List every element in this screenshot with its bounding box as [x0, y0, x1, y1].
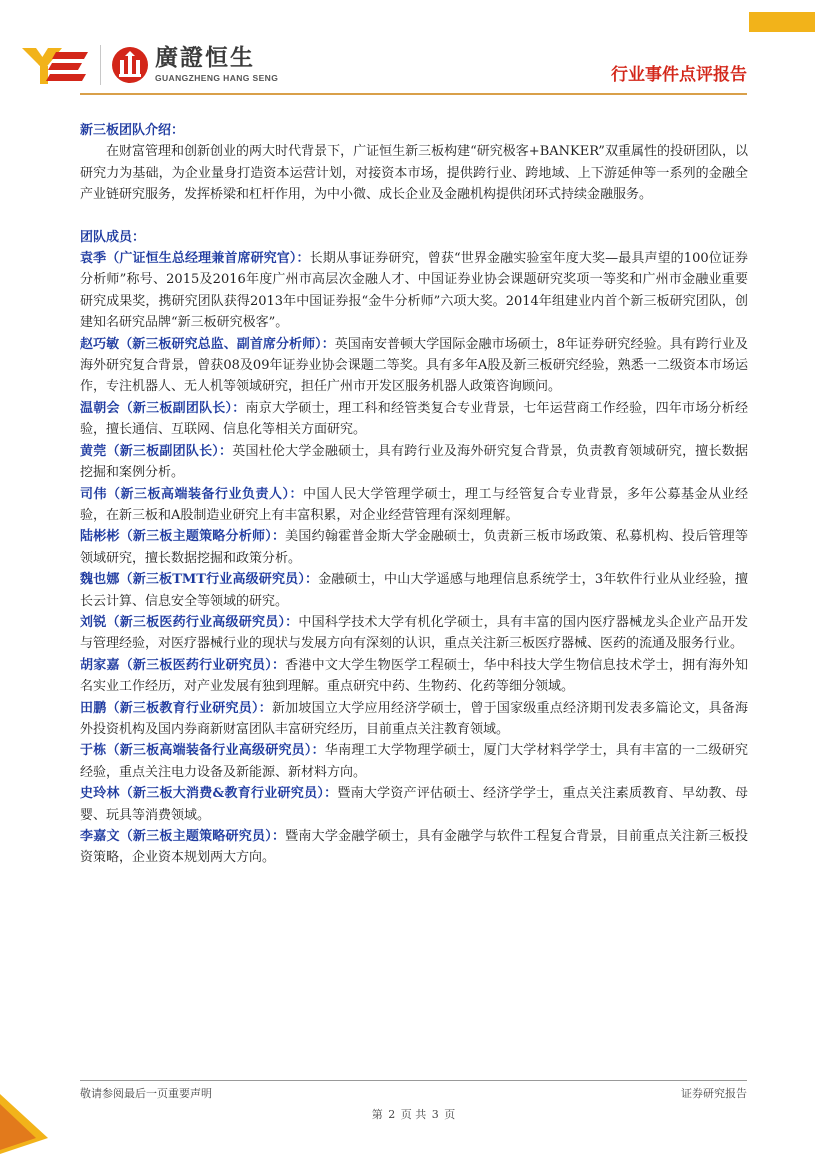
member-description: 金融硕士，中山大学遥感与地理信息系统学士，3年软件行业从业经验，擅长云计算、信息安全等领域的研究。	[80, 572, 748, 609]
brand-name-en: GUANGZHENG HANG SENG	[155, 73, 279, 84]
corner-triangle-icon	[0, 1094, 48, 1154]
member-name: 司伟（新三板高端装备行业负责人）：	[80, 486, 303, 502]
brand-text	[155, 47, 278, 83]
ye-logo-icon	[22, 44, 92, 86]
member-entry	[80, 569, 748, 612]
page-number	[0, 1106, 827, 1122]
member-name: 于栋（新三板高端装备行业高级研究员）：	[80, 743, 325, 759]
member-entry	[80, 334, 748, 398]
main-content	[80, 120, 748, 869]
page-mid: 页 共	[400, 1108, 427, 1121]
guangzheng-emblem-icon	[111, 46, 149, 84]
brand-logo	[22, 44, 278, 86]
member-description: 英国南安普顿大学国际金融市场硕士，8年证券研究经验。具有跨行业及海外研究复合背景，曾获08及09年证券业协会课题二等奖。具有多年A股及新三板研究经验，熟悉一二级资本市场运作，专注机器人、无人机等领域研究，担任广州市开发区服务机器人政策咨询顾问。	[80, 336, 748, 395]
brand-name-cn: 廣證恒生	[155, 45, 255, 72]
member-entry	[80, 441, 748, 484]
member-name: 袁季（广证恒生总经理兼首席研究官）：	[80, 251, 310, 267]
member-entry	[80, 398, 748, 441]
member-name: 黄莞（新三板副团队长）：	[80, 443, 233, 459]
member-description: 英国杜伦大学金融硕士，具有跨行业及海外研究复合背景，负责教育领域研究，擅长数据挖掘和案例分析。	[80, 443, 748, 481]
member-description: 香港中文大学生物医学工程硕士，华中科技大学生物信息技术学士，拥有海外知名实业工作经历，对产业发展有独到理解。重点研究中药、生物药、化药等细分领域。	[80, 657, 748, 695]
page-suffix: 页	[444, 1108, 456, 1121]
member-entry	[80, 783, 748, 826]
member-entry	[80, 655, 748, 698]
member-description: 中国科学技术大学有机化学硕士，具有丰富的国内医疗器械龙头企业产品开发与管理经验，对医疗器械行业的现状与发展方向有深刻的认识，重点关注新三板医疗器械、医药的流通及服务行业。	[80, 614, 748, 652]
member-description: 华南理工大学物理学硕士，厦门大学材料学学士，具有丰富的一二级研究经验，重点关注电力设备及新能源、新材料方向。	[80, 743, 748, 780]
member-description: 美国约翰霍普金斯大学金融硕士，负责新三板市场政策、私募机构、投后管理等领域研究，擅长数据挖掘和政策分析。	[80, 529, 748, 566]
member-entry	[80, 826, 748, 869]
member-entry	[80, 740, 748, 783]
footer-disclaimer: 敬请参阅最后一页重要声明	[80, 1087, 212, 1100]
member-name: 陆彬彬（新三板主题策略分析师）：	[80, 529, 286, 545]
member-name: 田鹏（新三板教育行业研究员）：	[80, 700, 272, 716]
logo-divider	[100, 45, 101, 85]
member-entry	[80, 612, 748, 655]
member-entry	[80, 248, 748, 334]
member-description: 长期从事证券研究，曾获“世界金融实验室年度大奖—最具声望的100位证券分析师”称号、2015及2016年度广州市高层次金融人才、中国证券业协会课题研究奖项一等奖和广州市金融业重要研究成果奖，携研究团队获得2013年中国证券报“金牛分析师”六项大奖。2014年组建业内首个新三板研究团队，创建知名研究品牌“新三板研究极客”。	[80, 251, 748, 331]
member-entry	[80, 484, 748, 527]
intro-title: 新三板团队介绍：	[80, 123, 185, 138]
member-description: 暨南大学金融学硕士，具有金融学与软件工程复合背景，目前重点关注新三板投资策略，企业资本规划两大方向。	[80, 829, 748, 866]
team-title: 团队成员：	[80, 229, 146, 245]
corner-accent-tab	[749, 12, 815, 32]
page-current: 2	[388, 1108, 396, 1121]
footer-doc-type: 证券研究报告	[681, 1087, 747, 1100]
member-description: 暨南大学资产评估硕士、经济学学士，重点关注素质教育、早幼教、母婴、玩具等消费领域。	[80, 786, 748, 823]
page-total: 3	[431, 1108, 439, 1121]
member-name: 史玲林（新三板大消费&教育行业研究员）：	[80, 786, 338, 802]
member-entry	[80, 698, 748, 741]
page-prefix: 第	[371, 1108, 383, 1121]
member-name: 刘锐（新三板医药行业高级研究员）：	[80, 614, 299, 630]
member-description: 南京大学硕士，理工科和经管类复合专业背景，七年运营商工作经验，四年市场分析经验，擅长通信、互联网、信息化等相关方面研究。	[80, 400, 748, 438]
member-name: 温朝会（新三板副团队长）：	[80, 400, 246, 416]
member-entry	[80, 526, 748, 569]
header-divider	[80, 93, 747, 95]
footer-divider	[80, 1080, 747, 1081]
member-name: 李嘉文（新三板主题策略研究员）：	[80, 829, 286, 844]
member-name: 赵巧敏（新三板研究总监、副首席分析师）：	[80, 336, 335, 352]
report-type-title: 行业事件点评报告	[611, 65, 747, 85]
member-description: 新加坡国立大学应用经济学硕士，曾于国家级重点经济期刊发表多篇论文，具备海外投资机构及国内券商新财富团队丰富研究经历，目前重点关注教育领域。	[80, 700, 748, 737]
member-name: 魏也娜（新三板TMT行业高级研究员）：	[80, 572, 319, 588]
member-description: 中国人民大学管理学硕士，理工与经管复合专业背景，多年公募基金从业经验，在新三板和A股制造业研究上有丰富积累，对企业经营管理有深刻理解。	[80, 486, 748, 523]
intro-paragraph: 在财富管理和创新创业的两大时代背景下，广证恒生新三板构建“研究极客+BANKER”双重属性的投研团队，以研究力为基础，为企业量身打造资本运营计划，对接资本市场，提供跨行业、跨地域、上下游延伸等一系列的金融全产业链研究服务，发挥桥梁和杠杆作用，为中小微、成长企业及金融机构提供闭环式持续金融服务。	[80, 144, 748, 203]
section-gap	[80, 206, 748, 227]
member-name: 胡家嘉（新三板医药行业研究员）：	[80, 657, 286, 673]
